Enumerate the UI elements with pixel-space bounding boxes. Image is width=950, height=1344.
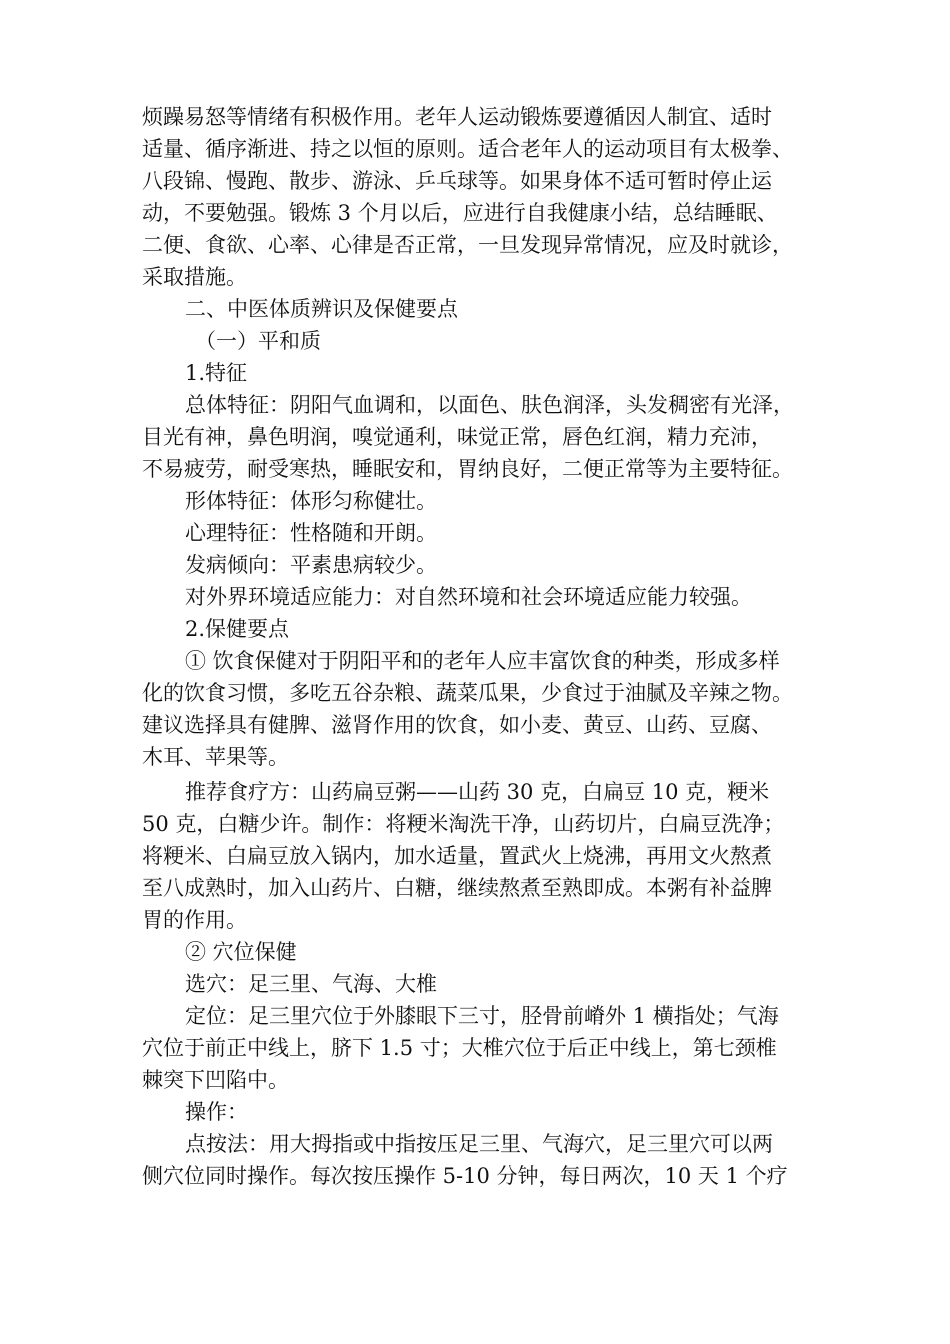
text-line: 50 克，白糖少许。制作：将粳米淘洗干净，山药切片，白扁豆洗净； <box>142 812 785 836</box>
text-line: 至八成熟时，加入山药片、白糖，继续熬煮至熟即成。本粥有补益脾 <box>142 876 772 900</box>
text-line: 二便、食欲、心率、心律是否正常，一旦发现异常情况，应及时就诊， <box>142 233 793 257</box>
text-line: 动，不要勉强。锻炼 3 个月以后，应进行自我健康小结，总结睡眠、 <box>142 201 778 225</box>
text-line: ① 饮食保健对于阴阳平和的老年人应丰富饮食的种类，形成多样 <box>185 649 780 673</box>
text-line: 不易疲劳，耐受寒热，睡眠安和，胃纳良好，二便正常等为主要特征。 <box>142 457 793 481</box>
text-line: 木耳、苹果等。 <box>142 745 289 769</box>
item-heading: 2.保健要点 <box>185 617 290 641</box>
text-line: 穴位于前正中线上，脐下 1.5 寸；大椎穴位于后正中线上，第七颈椎 <box>142 1036 777 1060</box>
text-line: 总体特征：阴阳气血调和，以面色、肤色润泽，头发稠密有光泽， <box>185 393 794 417</box>
text-line: 烦躁易怒等情绪有积极作用。老年人运动锻炼要遵循因人制宜、适时 <box>142 105 772 129</box>
text-line: 点按法：用大拇指或中指按压足三里、气海穴，足三里穴可以两 <box>185 1132 773 1156</box>
text-line: 胃的作用。 <box>142 908 247 932</box>
text-line: 适量、循序渐进、持之以恒的原则。适合老年人的运动项目有太极拳、 <box>142 137 793 161</box>
text-line: 定位：足三里穴位于外膝眼下三寸，胫骨前嵴外 1 横指处；气海 <box>185 1004 779 1028</box>
item-heading: 1.特征 <box>185 361 248 385</box>
text-line: 选穴：足三里、气海、大椎 <box>185 972 437 996</box>
text-line: 建议选择具有健脾、滋肾作用的饮食，如小麦、黄豆、山药、豆腐、 <box>142 713 772 737</box>
section-heading: 二、中医体质辨识及保健要点 <box>185 297 458 321</box>
text-line: 化的饮食习惯，多吃五谷杂粮、蔬菜瓜果，少食过于油腻及辛辣之物。 <box>142 681 793 705</box>
text-line: 发病倾向：平素患病较少。 <box>185 553 437 577</box>
text-line: 侧穴位同时操作。每次按压操作 5-10 分钟，每日两次，10 天 1 个疗 <box>142 1164 788 1188</box>
text-line: 八段锦、慢跑、散步、游泳、乒乓球等。如果身体不适可暂时停止运 <box>142 169 772 193</box>
item-heading: ② 穴位保健 <box>185 940 297 964</box>
text-line: 棘突下凹陷中。 <box>142 1068 289 1092</box>
text-line: 心理特征：性格随和开朗。 <box>185 521 437 545</box>
text-line: 对外界环境适应能力：对自然环境和社会环境适应能力较强。 <box>185 585 752 609</box>
text-line: 操作： <box>185 1100 248 1124</box>
text-line: 推荐食疗方：山药扁豆粥——山药 30 克，白扁豆 10 克，粳米 <box>185 780 770 804</box>
text-line: 将粳米、白扁豆放入锅内，加水适量，置武火上烧沸，再用文火熬煮 <box>142 844 772 868</box>
text-line: 形体特征：体形匀称健壮。 <box>185 489 437 513</box>
text-line: 目光有神，鼻色明润，嗅觉通利，味觉正常，唇色红润，精力充沛， <box>142 425 772 449</box>
text-line: 采取措施。 <box>142 265 247 289</box>
subsection-heading: （一）平和质 <box>195 329 321 353</box>
